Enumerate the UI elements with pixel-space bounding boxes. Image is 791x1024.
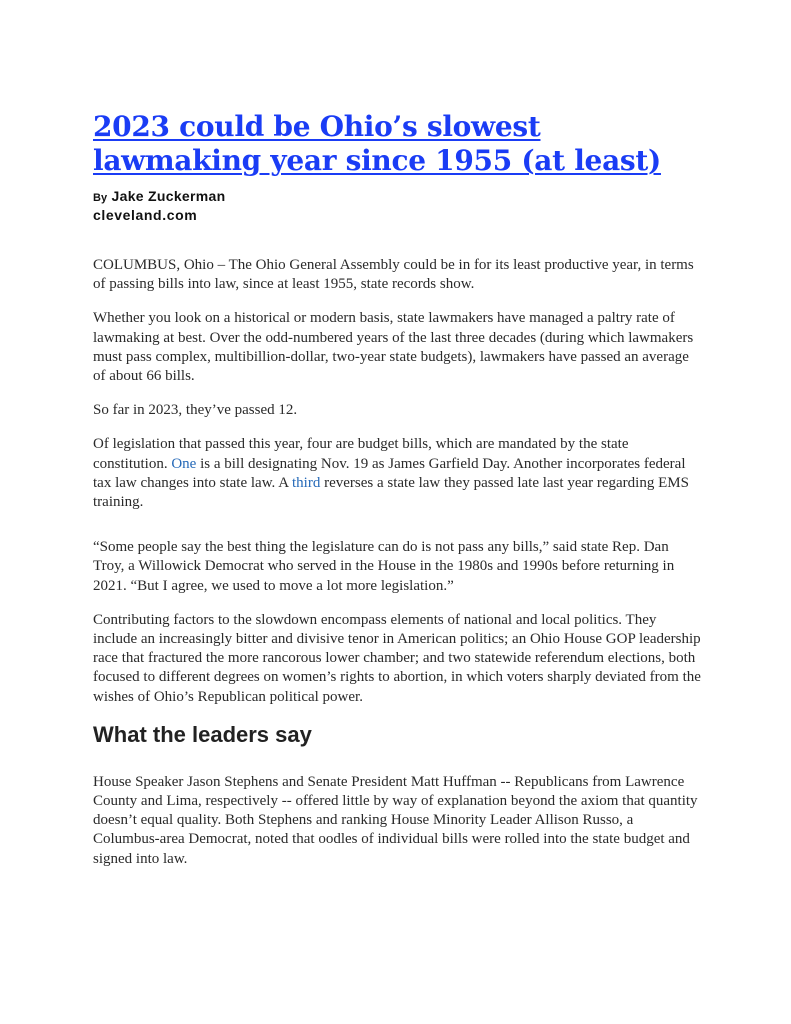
one-bill-link[interactable]: One bbox=[171, 455, 197, 472]
byline bbox=[93, 188, 703, 224]
paragraph-4-part-1: Of legislation that passed this year, four are budget bills, which are mandated by the state constitution. bbox=[93, 436, 629, 472]
section-heading: What the leaders say bbox=[93, 721, 312, 747]
byline-prefix: By bbox=[93, 192, 108, 204]
paragraph-6: Contributing factors to the slowdown encompass elements of national and local politics. They include an increasingly bitter and divisive tenor in American politics; an Ohio House GOP leadership race that fractured the more rancorous lower chamber; and two statewide referendum elections, both focused to different degrees on women’s rights to abortion, in which voters sharply deviated from the wishes of Ohio’s Republican political power. bbox=[93, 611, 701, 705]
paragraph-4-part-3: reverses a state law they passed late last year regarding EMS training. bbox=[93, 474, 689, 511]
article-body bbox=[93, 256, 703, 869]
outlet-name: cleveland.com bbox=[93, 207, 198, 223]
paragraph-4-part-2: is a bill designating Nov. 19 as James Garfield Day. Another incorporates federal tax law changes into state law. A bbox=[93, 455, 686, 491]
paragraph-2: Whether you look on a historical or modern basis, state lawmakers have managed a paltry rate of lawmaking at best. Over the odd-numbered years of the last three decades (during which lawmakers must pass complex, multibillion-dollar, two-year state budgets), lawmakers have passed an average of about 66 bills. bbox=[93, 310, 694, 385]
paragraph-7: House Speaker Jason Stephens and Senate President Matt Huffman -- Republicans from Lawrence County and Lima, respectively -- offered little by way of explanation beyond the axiom that quantity doesn’t equal quality. Both Stephens and ranking House Minority Leader Allison Russo, a Columbus-area Democrat, noted that oodles of individual bills were rolled into the state budget and signed into law. bbox=[93, 773, 698, 867]
article-page bbox=[93, 110, 703, 884]
paragraph-5: “Some people say the best thing the legislature can do is not pass any bills,” said state Rep. Dan Troy, a Willowick Democrat who served in the House in the 1980s and 1990s before returning in 2021. “But I agree, we used to move a lot more legislation.” bbox=[93, 539, 675, 594]
third-bill-link[interactable]: third bbox=[291, 474, 321, 491]
headline-link[interactable]: 2023 could be Ohio’s slowest lawmaking year since 1955 (at least) bbox=[93, 110, 661, 177]
paragraph-4 bbox=[93, 435, 703, 512]
paragraph-1: COLUMBUS, Ohio – The Ohio General Assembly could be in for its least productive year, in terms of passing bills into law, since at least 1955, state records show. bbox=[93, 257, 694, 293]
author-name: Jake Zuckerman bbox=[111, 188, 226, 204]
paragraph-3: So far in 2023, they’ve passed 12. bbox=[93, 402, 298, 419]
